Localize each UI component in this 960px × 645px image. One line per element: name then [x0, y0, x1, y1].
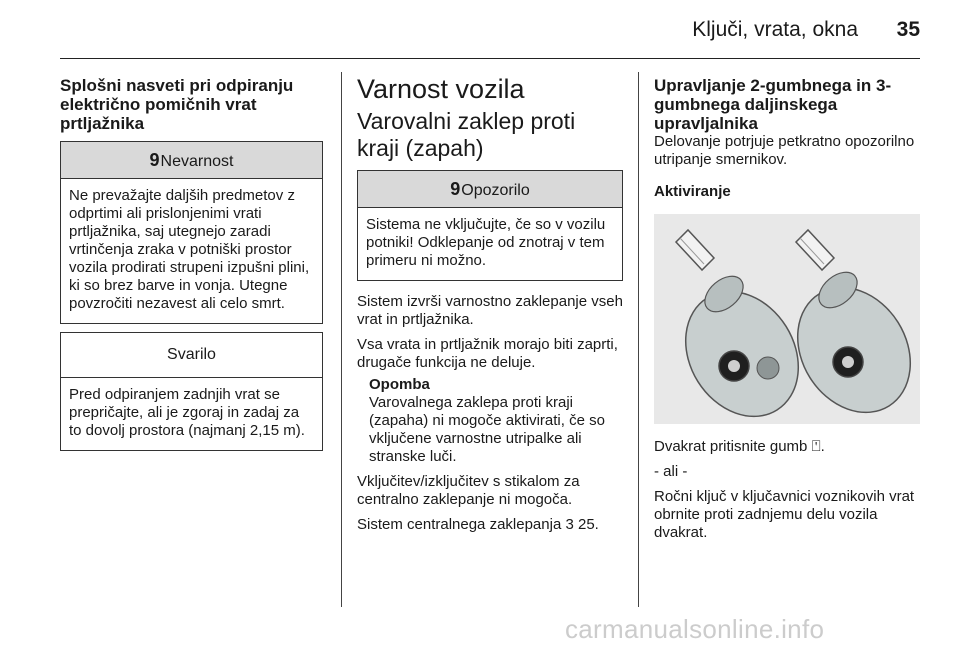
- keys-drawing: [654, 214, 920, 424]
- paragraph: Ročni ključ v ključavnici voznikovih vrat obrnite proti zadnjemu delu vozila dvakrat.: [654, 488, 915, 541]
- section-heading-tailgate: Splošni nasveti pri odpiranju električno pomičnih vrat prtljažnika: [60, 76, 294, 133]
- warning-box-header: [358, 171, 622, 208]
- key-icon: [775, 230, 920, 424]
- note-text: Varovalnega zaklepa proti kraji (zapaha) ni mogoče aktivirati, če so vključene varnostne utripalke ali stranske luči.: [369, 394, 605, 465]
- danger-label: Nevarnost: [160, 153, 234, 170]
- paragraph: Sistem izvrši varnostno zaklepanje vseh vrat in prtljažnika.: [357, 293, 623, 328]
- key-icon: [663, 230, 821, 424]
- column-divider-1: [341, 72, 342, 607]
- intro-text: Delovanje potrjuje petkratno opozorilno utripanje smernikov.: [654, 133, 915, 168]
- column-middle: [357, 74, 623, 534]
- column-left: [60, 76, 323, 451]
- caution-text: Pred odpiranjem zadnjih vrat se prepričajte, ali je zgoraj in zadaj za to dovolj prostora (najmanj 2,15 m).: [69, 386, 305, 439]
- paragraph: - ali -: [654, 463, 688, 480]
- remote-keys-illustration: [654, 214, 920, 424]
- caution-box: [60, 332, 323, 451]
- note-heading: Opomba: [369, 376, 430, 393]
- page-number: 35: [896, 18, 920, 41]
- paragraph: [654, 438, 920, 456]
- section-heading-remote: Upravljanje 2-gumbnega in 3-gumbnega daljinskega upravljalnika: [654, 76, 892, 133]
- danger-box: [60, 141, 323, 324]
- paragraph-text: Dvakrat pritisnite gumb: [654, 438, 812, 455]
- danger-text: Ne prevažajte daljših predmetov z odprtimi ali prislonjenimi vrati prtljažnika, saj utegnejo zaradi vrtinčenja zraka v potniški prostor vozila prodirati strupeni izpušni plini, ki so brez barve in vonja. Utegne povzročiti nezavest ali celo smrt.: [69, 187, 310, 312]
- column-right: [654, 76, 920, 542]
- watermark: carmanualsonline.info: [565, 614, 825, 644]
- paragraph: Vsa vrata in prtljažnik morajo biti zaprti, drugače funkcija ne deluje.: [357, 336, 618, 371]
- danger-box-header: [61, 142, 322, 179]
- warning-label: Opozorilo: [461, 182, 530, 199]
- caution-label: Svarilo: [167, 346, 216, 363]
- column-divider-2: [638, 72, 639, 607]
- header-divider: [60, 58, 920, 59]
- warning-box: [357, 170, 623, 281]
- subheading-activation: Aktiviranje: [654, 183, 731, 200]
- warning-triangle-icon: 9: [450, 179, 461, 199]
- page-header: [60, 18, 920, 58]
- chapter-title: Ključi, vrata, okna: [692, 18, 858, 41]
- paragraph-text: Sistem centralnega zaklepanja: [357, 516, 566, 533]
- section-title-deadlock: Varovalni zaklep proti kraji (zapah): [357, 108, 576, 161]
- paragraph: Vključitev/izključitev s stikalom za centralno zaklepanje ni mogoča.: [357, 473, 580, 508]
- paragraph: [357, 516, 623, 534]
- caution-box-header: [61, 333, 322, 378]
- page-reference-link[interactable]: 3 25.: [565, 516, 599, 533]
- note-block: [369, 376, 623, 466]
- warning-text: Sistema ne vključujte, če so v vozilu potniki! Odklepanje od znotraj v tem primeru ni možno.: [366, 216, 606, 269]
- warning-triangle-icon: 9: [149, 150, 160, 170]
- page-main-title: Varnost vozila: [357, 74, 525, 104]
- lock-button-icon: ⍞.: [811, 438, 825, 455]
